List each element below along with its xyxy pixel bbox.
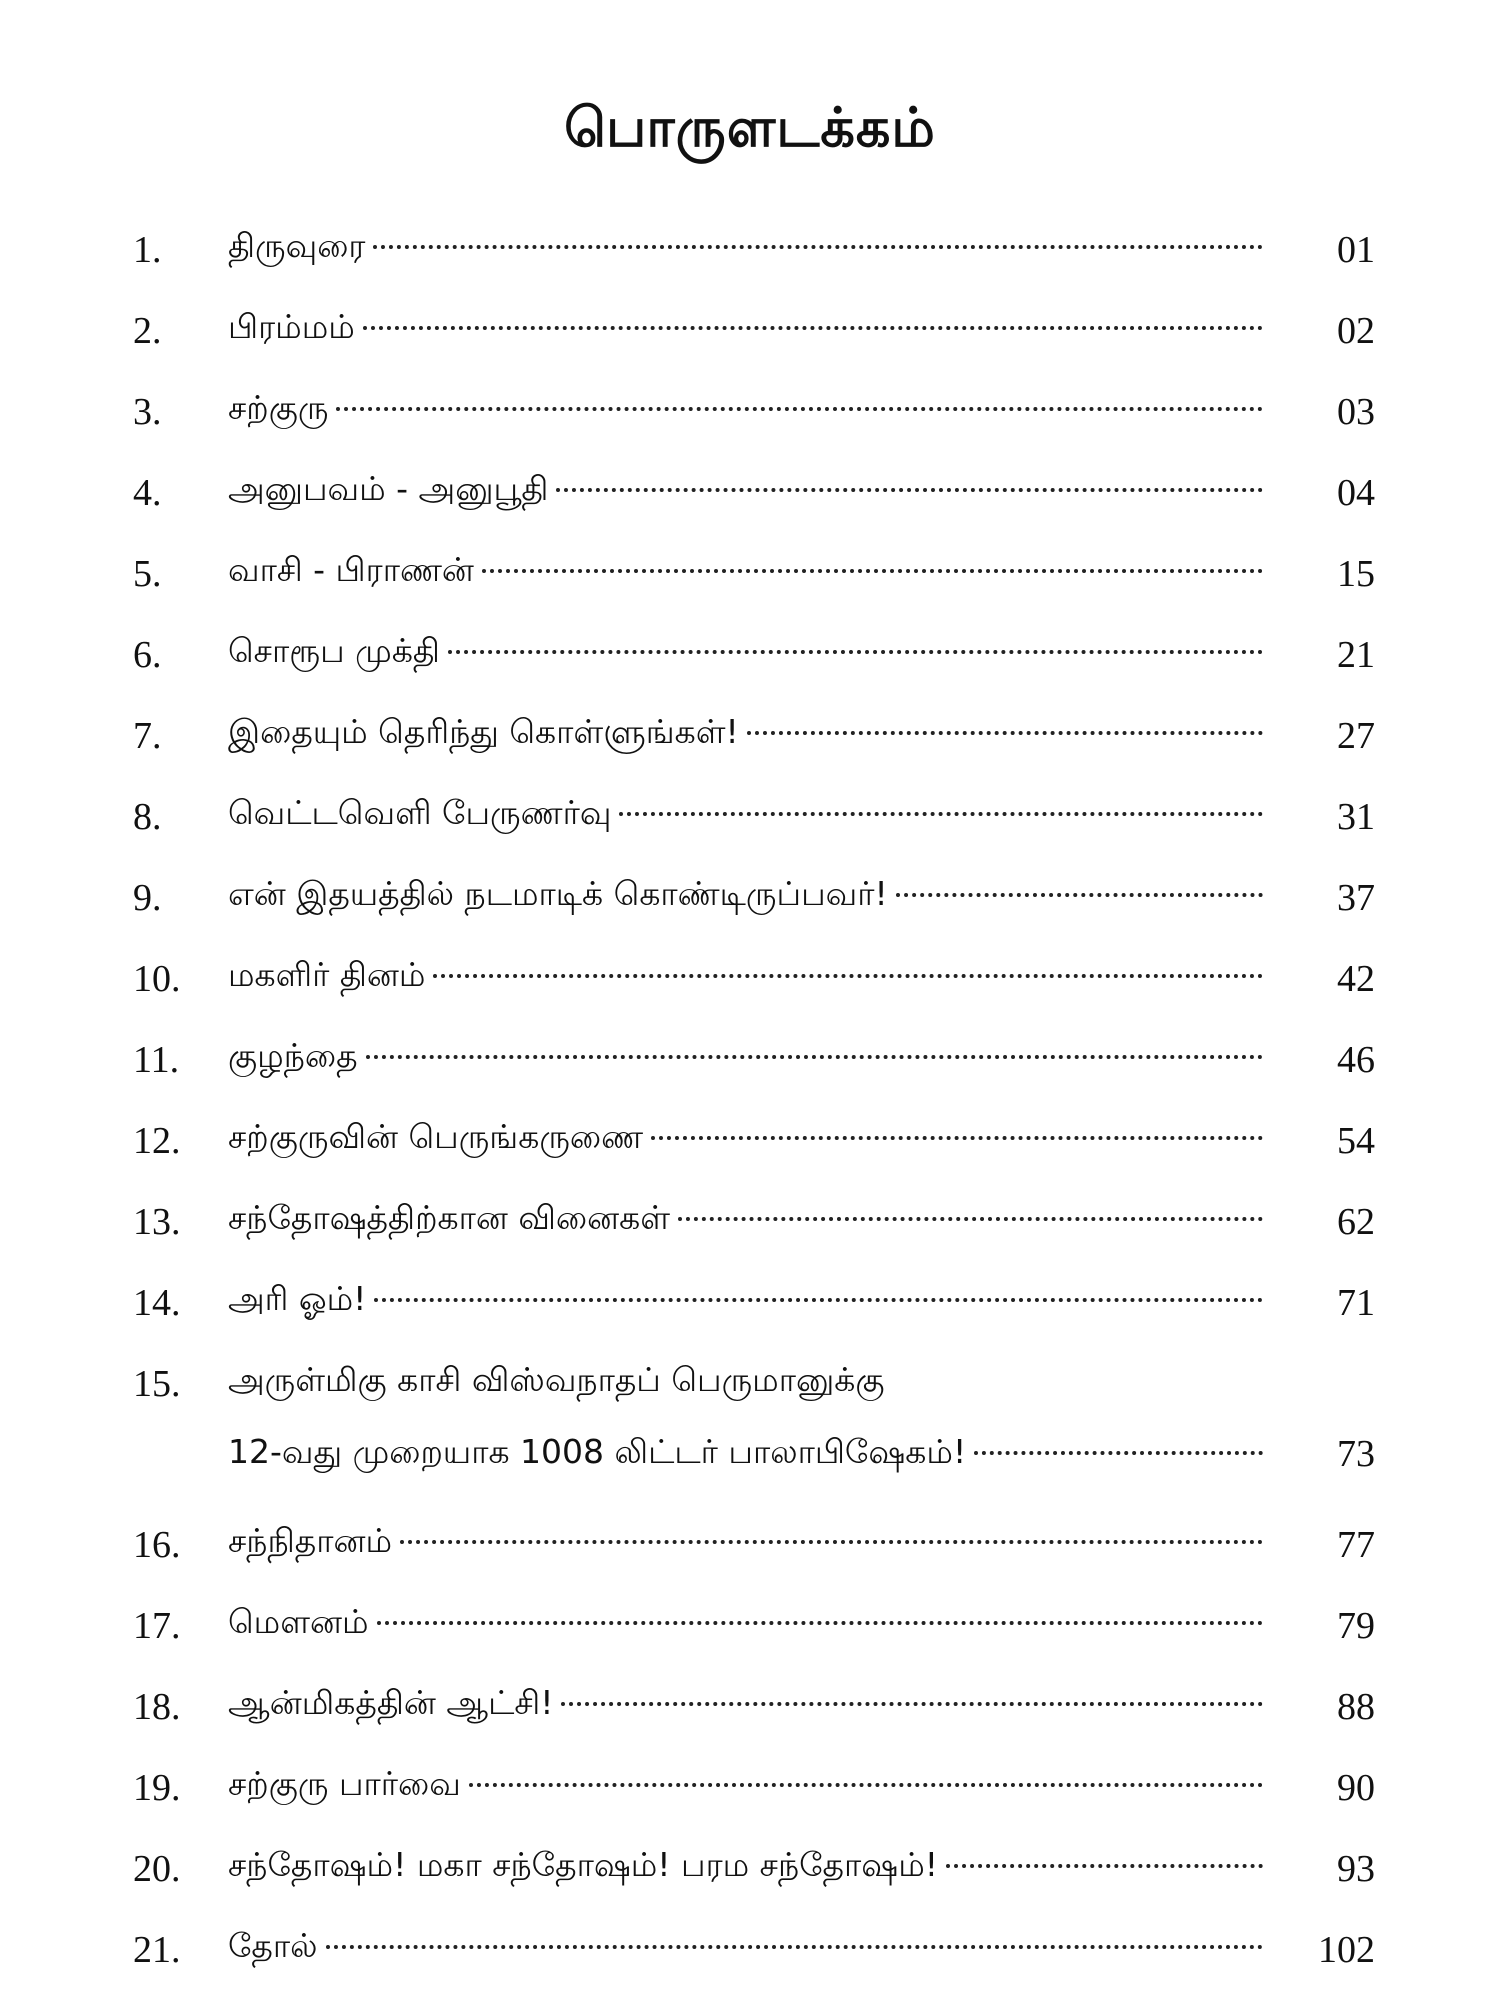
entry-page-number: 15 [1337,553,1375,595]
entry-page-number: 46 [1337,1039,1375,1081]
entry-page-number: 73 [1337,1433,1375,1475]
dot-leader [556,488,1263,492]
dot-leader [326,1945,1263,1949]
entry-title-line [228,1198,1263,1242]
toc-entry-17[interactable] [0,1594,1500,1674]
entry-number: 11. [133,1039,180,1081]
entry-title: சொரூப முக்தி [228,631,440,670]
toc-entry-1[interactable] [0,218,1500,298]
entry-page-number: 88 [1337,1686,1375,1728]
dot-leader [433,974,1263,978]
entry-number: 10. [133,958,181,1000]
entry-title-line [228,307,1263,351]
dot-leader [377,1621,1263,1625]
entry-title-continued: 12-வது முறையாக 1008 லிட்டர் பாலாபிஷேகம்! [228,1432,967,1471]
toc-entry-18[interactable] [0,1675,1500,1755]
toc-entry-2[interactable] [0,299,1500,379]
toc-entry-11[interactable] [0,1028,1500,1108]
toc-entry-6[interactable] [0,623,1500,703]
dot-leader [946,1864,1263,1868]
entry-title: சந்நிதானம் [228,1521,393,1560]
toc-entry-15[interactable] [0,1352,1500,1492]
entry-title-line [228,226,1263,270]
entry-title-line [228,1764,1263,1808]
dot-leader [448,650,1263,654]
entry-title: பிரம்மம் [228,307,355,346]
entry-title: வாசி - பிராணன் [228,550,474,589]
toc-entry-16[interactable] [0,1513,1500,1593]
toc-entry-13[interactable] [0,1190,1500,1270]
entry-title: அருள்மிகு காசி விஸ்வநாதப் பெருமானுக்கு [228,1360,885,1399]
entry-page-number: 03 [1337,391,1375,433]
dot-leader [482,569,1263,573]
entry-title: ஆன்மிகத்தின் ஆட்சி! [228,1683,554,1722]
toc-entry-5[interactable] [0,542,1500,622]
dot-leader [747,731,1263,735]
entry-page-number: 79 [1337,1605,1375,1647]
entry-title: வெட்டவெளி பேருணர்வு [228,793,612,832]
toc-entry-3[interactable] [0,380,1500,460]
entry-page-number: 71 [1337,1282,1375,1324]
entry-page-number: 01 [1337,229,1375,271]
entry-title: அரி ஓம்! [228,1279,367,1318]
entry-number: 15. [133,1363,181,1405]
entry-number: 7. [133,715,162,757]
entry-number: 1. [133,229,162,271]
entry-title: சற்குரு பார்வை [228,1764,461,1803]
dot-leader [678,1217,1263,1221]
entry-title: சந்தோஷத்திற்கான வினைகள் [228,1198,671,1237]
entry-title: தோல் [228,1926,318,1965]
entry-title-line [228,388,1263,432]
entry-page-number: 37 [1337,877,1375,919]
entry-title-line [228,1432,1263,1476]
dot-leader [373,245,1263,249]
entry-number: 12. [133,1120,181,1162]
toc-entry-10[interactable] [0,947,1500,1027]
entry-title-line [228,1036,1263,1080]
entry-title: சந்தோஷம்! மகா சந்தோஷம்! பரம சந்தோஷம்! [228,1845,938,1884]
dot-leader [974,1451,1263,1455]
toc-entry-8[interactable] [0,785,1500,865]
dot-leader [400,1540,1263,1544]
entry-title-line [228,1602,1263,1646]
entry-number: 3. [133,391,162,433]
entry-page-number: 21 [1337,634,1375,676]
entry-title-line [228,1521,1263,1565]
entry-number: 16. [133,1524,181,1566]
entry-title-line [228,1279,1263,1323]
entry-title-line [228,955,1263,999]
entry-page-number: 31 [1337,796,1375,838]
entry-number: 8. [133,796,162,838]
entry-number: 14. [133,1282,181,1324]
entry-title-line [228,712,1263,756]
entry-number: 6. [133,634,162,676]
entry-number: 13. [133,1201,181,1243]
entry-page-number: 77 [1337,1524,1375,1566]
dot-leader [561,1702,1263,1706]
entry-title: சற்குருவின் பெருங்கருணை [228,1117,644,1156]
toc-entry-20[interactable] [0,1837,1500,1917]
toc-entry-4[interactable] [0,461,1500,541]
entry-page-number: 04 [1337,472,1375,514]
toc-entry-12[interactable] [0,1109,1500,1189]
toc-entry-14[interactable] [0,1271,1500,1351]
entry-title: மௌனம் [228,1602,369,1641]
entry-number: 5. [133,553,162,595]
entry-number: 2. [133,310,162,352]
entry-title-line [228,1683,1263,1727]
entry-title: சற்குரு [228,388,329,427]
toc-entry-19[interactable] [0,1756,1500,1836]
dot-leader [896,893,1263,897]
entry-number: 4. [133,472,162,514]
entry-title-line [228,469,1263,513]
entry-title: குழந்தை [228,1036,358,1075]
dot-leader [374,1298,1263,1302]
entry-number: 20. [133,1848,181,1890]
entry-page-number: 93 [1337,1848,1375,1890]
dot-leader [651,1136,1263,1140]
entry-number: 21. [133,1929,181,1971]
toc-entry-9[interactable] [0,866,1500,946]
entry-title: மகளிர் தினம் [228,955,426,994]
toc-entry-7[interactable] [0,704,1500,784]
entry-number: 17. [133,1605,181,1647]
entry-page-number: 90 [1337,1767,1375,1809]
entry-title-line [228,1117,1263,1161]
entry-title: என் இதயத்தில் நடமாடிக் கொண்டிருப்பவர்! [228,874,888,913]
table-of-contents [0,218,1500,1998]
entry-title: இதையும் தெரிந்து கொள்ளுங்கள்! [228,712,739,751]
entry-page-number: 54 [1337,1120,1375,1162]
entry-number: 18. [133,1686,181,1728]
entry-page-number: 102 [1318,1929,1375,1971]
page-title: பொருளடக்கம் [564,96,936,159]
dot-leader [363,326,1263,330]
entry-page-number: 02 [1337,310,1375,352]
entry-title-line [228,1845,1263,1889]
entry-title-line [228,1926,1263,1970]
entry-title-line [228,550,1263,594]
dot-leader [469,1783,1263,1787]
entry-title: அனுபவம் - அனுபூதி [228,469,549,508]
dot-leader [366,1055,1263,1059]
entry-title: திருவுரை [228,226,366,265]
dot-leader [336,407,1263,411]
entry-page-number: 42 [1337,958,1375,1000]
entry-title-line [228,793,1263,837]
dot-leader [619,812,1263,816]
entry-title-line [228,874,1263,918]
entry-page-number: 62 [1337,1201,1375,1243]
entry-number: 9. [133,877,162,919]
entry-title-line [228,631,1263,675]
entry-page-number: 27 [1337,715,1375,757]
toc-entry-21[interactable] [0,1918,1500,1998]
entry-number: 19. [133,1767,181,1809]
